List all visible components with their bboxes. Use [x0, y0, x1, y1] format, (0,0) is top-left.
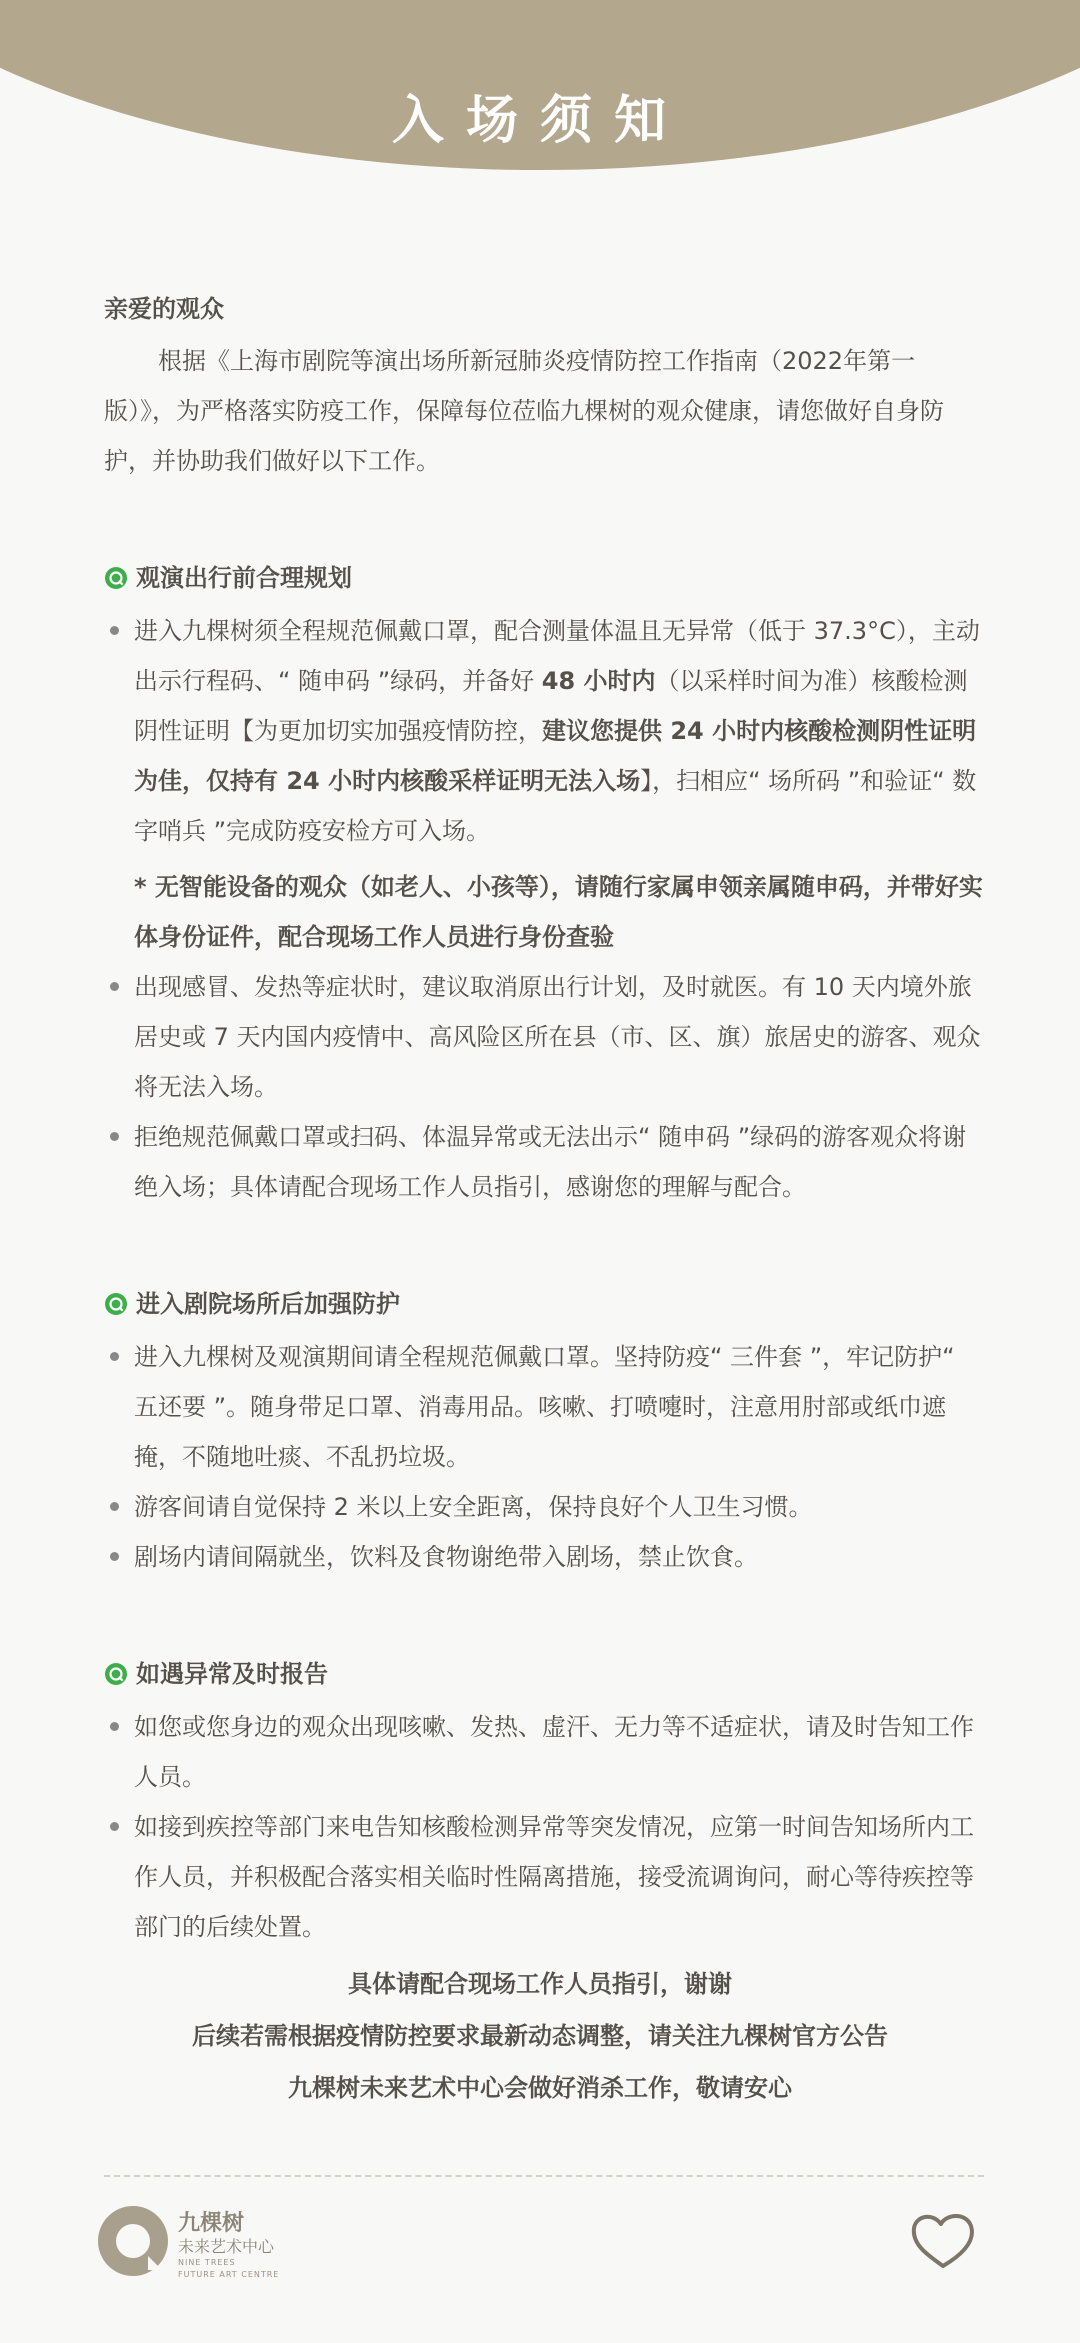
chat-bubble-icon — [104, 1662, 128, 1686]
list-item: 如您或您身边的观众出现咳嗽、发热、虚汗、无力等不适症状，请及时告知工作人员。 — [104, 1702, 984, 1802]
page-title: 入场须知 — [391, 91, 688, 151]
chat-bubble-icon — [104, 566, 128, 590]
section-before-visit — [104, 558, 984, 1212]
bullet-list — [104, 1702, 984, 1952]
item-emphasis: 48 小时内 — [541, 667, 656, 695]
section-title — [104, 1284, 984, 1324]
closing-line: 后续若需根据疫情防控要求最新动态调整，请关注九棵树官方公告 — [192, 2022, 888, 2050]
section-inside-venue — [104, 1284, 984, 1582]
list-item: 游客间请自觉保持 2 米以上安全距离，保持良好个人卫生习惯。 — [104, 1482, 984, 1532]
item-text: 】，扫相应“ 场所码 ”和验证“ 数字哨兵 ”完成防疫安检方可入场。 — [134, 767, 977, 845]
item-emphasis: 建议您提供 24 小时内核酸检测阴性证明为佳，仅持有 24 小时内核酸采样证明无法入场 — [134, 717, 977, 795]
list-item — [104, 606, 984, 856]
list-item: 剧场内请间隔就坐，饮料及食物谢绝带入剧场，禁止饮食。 — [104, 1532, 984, 1582]
notice-content — [104, 288, 984, 1952]
section-title — [104, 1654, 984, 1694]
intro-paragraph: 根据《上海市剧院等演出场所新冠肺炎疫情防控工作指南（2022年第一版）》，为严格落实防疫工作，保障每位莅临九棵树的观众健康，请您做好自身防护，并协助我们做好以下工作。 — [104, 347, 944, 475]
device-note: * 无智能设备的观众（如老人、小孩等），请随行家属申领亲属随申码，并带好实体身份证件，配合现场工作人员进行身份查验 — [134, 873, 983, 951]
list-item: 如接到疾控等部门来电告知核酸检测异常等突发情况，应第一时间告知场所内工作人员，并积极配合落实相关临时性隔离措施，接受流调询问，耐心等待疾控等部门的后续处置。 — [104, 1802, 984, 1952]
chat-bubble-icon — [104, 1292, 128, 1316]
logo-mark-icon — [96, 2204, 170, 2278]
heart-icon — [908, 2210, 978, 2272]
closing-line: 九棵树未来艺术中心会做好消杀工作，敬请安心 — [288, 2074, 792, 2102]
closing-remarks — [0, 1958, 1080, 2114]
logo-en-line: FUTURE ART CENTRE — [178, 2270, 280, 2279]
list-item: 出现感冒、发热等症状时，建议取消原出行计划，及时就医。有 10 天内境外旅居史或 7 天内国内疫情中、高风险区所在县（市、区、旗）旅居史的游客、观众将无法入场。 — [104, 962, 984, 1112]
section-report-abnormal — [104, 1654, 984, 1952]
closing-line: 具体请配合现场工作人员指引，谢谢 — [348, 1970, 732, 1998]
item-text: 进入九棵树须全程规范佩戴口罩，配合测量体温且无异常（低于 37.3°C），主动出示行程码、“ 随申码 ”绿码，并备好 — [134, 617, 980, 695]
footer-divider — [104, 2175, 984, 2177]
greeting: 亲爱的观众 — [104, 295, 224, 323]
logo-en-line: NINE TREES — [178, 2258, 236, 2267]
section-title-text: 观演出行前合理规划 — [136, 564, 352, 592]
logo-text: 九棵树 — [178, 2211, 245, 2236]
section-title — [104, 558, 984, 598]
brand-logo — [96, 2200, 296, 2290]
section-title-text: 进入剧院场所后加强防护 — [136, 1290, 400, 1318]
bullet-list — [104, 606, 984, 856]
list-item: 拒绝规范佩戴口罩或扫码、体温异常或无法出示“ 随申码 ”绿码的游客观众将谢绝入场；具体请配合现场工作人员指引，感谢您的理解与配合。 — [104, 1112, 984, 1212]
logo-subtext: 未来艺术中心 — [178, 2237, 275, 2256]
item-text: （以采样时间为准）核酸检测阴性证明【为更加切实加强疫情防控， — [134, 667, 968, 745]
bullet-list — [104, 962, 984, 1212]
section-title-text: 如遇异常及时报告 — [136, 1660, 328, 1688]
bullet-list — [104, 1332, 984, 1582]
list-item: 进入九棵树及观演期间请全程规范佩戴口罩。坚持防疫“ 三件套 ”，牢记防护“ 五还要 ”。随身带足口罩、消毒用品。咳嗽、打喷嚏时，注意用肘部或纸巾遮掩，不随地吐痰、不乱扔垃圾。 — [104, 1332, 984, 1482]
